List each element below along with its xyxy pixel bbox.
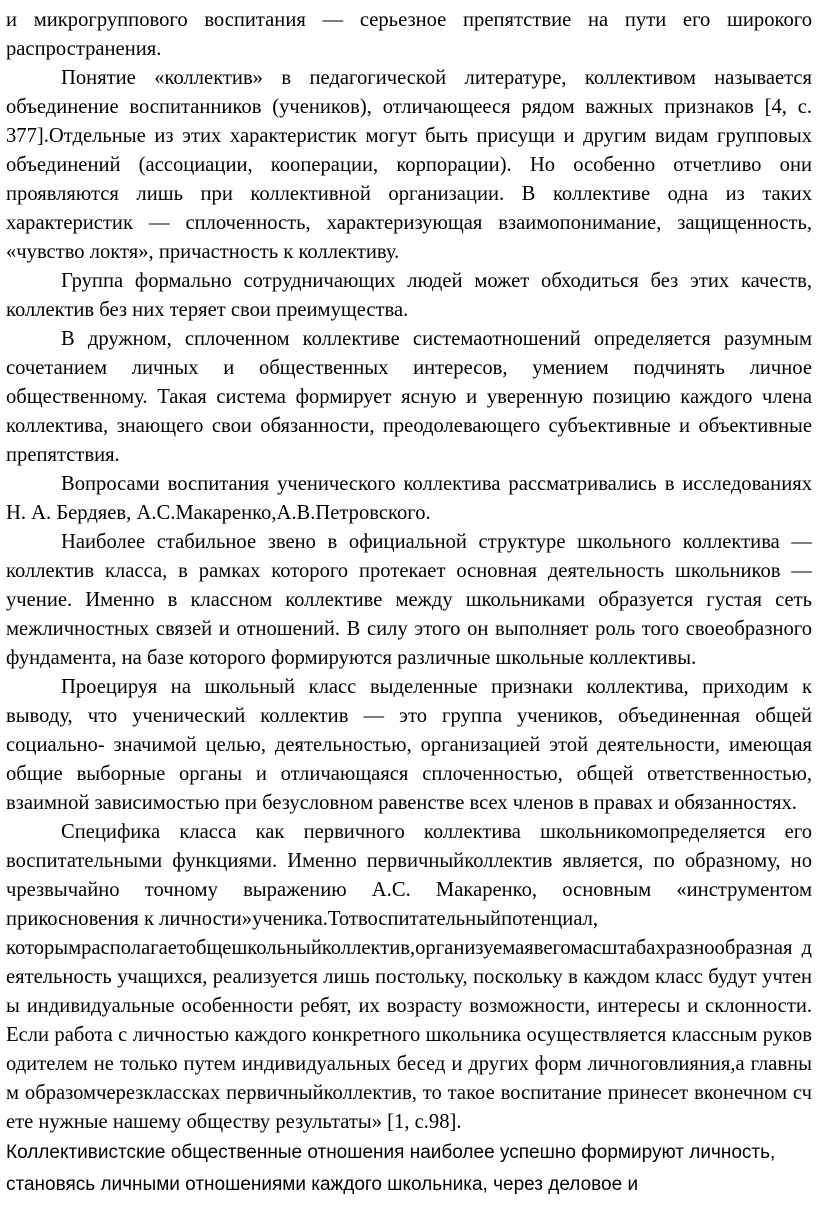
paragraph-researchers: Вопросами воспитания ученического коллектива рассматривались в исследованиях Н. А. Бердяев, А.С.Макаренко,А.В.Петровского. (6, 473, 812, 524)
paragraph-formal-group: Группа формально сотрудничающих людей может обходиться без этих качеств, коллектив без них теряет свои преимущества. (6, 270, 812, 321)
paragraph-collective-definition: Понятие «коллектив» в педагогической литературе, коллективом называется объединение воспитанников (учеников), отличающееся рядом важных признаков [4, с. 377].Отдельные из этих характеристик могут быть присущи и другим видам групповых объединений (ассоциации, кооперации, корпорации). Но особенно отчетливо они проявляются лишь при коллективной организации. В коллективе одна из таких характеристик — сплоченность, характеризующая взаимопонимание, защищенность, «чувство локтя», причастность к коллективу. (6, 67, 812, 263)
paragraph-collectivist-relations: Коллективистские общественные отношения наиболее успешно формируют личность, становясь личными отношениями каждого школьника, через деловое и (6, 1142, 776, 1195)
paragraph-student-collective-definition: Проецируя на школьный класс выделенные признаки коллектива, приходим к выводу, что ученический коллектив — это группа учеников, объединенная общей социально- значимой целью, деятельностью, организацией этой деятельности, имеющая общие выборные органы и отличающаяся сплоченностью, общей ответственностью, взаимной зависимостью при безусловном равенстве всех членов в правах и обязанностях. (6, 676, 812, 814)
paragraph-class-collective: Наиболее стабильное звено в официальной структуре школьного коллектива — коллектив класса, в рамках которого протекает основная деятельность школьников — учение. Именно в классном коллективе между школьниками образуется густая сеть межличностных связей и отношений. В силу этого он выполняет роль того своеобразного фундамента, на базе которого формируются различные школьные коллективы. (6, 531, 812, 669)
paragraph-class-specifics: Специфика класса как первичного коллектива школьникомопределяется его воспитательными функциями. Именно первичныйколлектив является, по образному, но чрезвычайно точному выражению А.С. Макаренко, основным «инструментом прикосновения к личности»ученика.Тотвоспитательныйпотенциал, (6, 821, 812, 930)
paragraph-class-specifics-continued: которымрасполагаетобщешкольныйколлектив,организуемаявегомасштабахразнообразная деятельность учащихся, реализуется лишь постольку, поскольку в каждом класс будут учтены индивидуальные особенности ребят, их возрасту возможности, интересы и склонности. Если работа с личностью каждого конкретного школьника осуществляется классным руководителем не только путем индивидуальных бесед и других форм личноговлияния,а главным образомчерезклассках первичныйколлектив, то такое воспитание принесет вконечном счете нужные нашему обществу результаты» [1, с.98]. (6, 937, 812, 1133)
paragraph-intro-continuation: и микрогруппового воспитания — серьезное препятствие на пути его широкого распространения. (6, 9, 812, 60)
paragraph-cohesive-collective: В дружном, сплоченном коллективе системаотношений определяется разумным сочетанием личных и общественных интересов, умением подчинять личное общественному. Такая система формирует ясную и уверенную позицию каждого члена коллектива, знающего свои обязанности, преодолевающего субъективные и объективные препятствия. (6, 328, 812, 466)
